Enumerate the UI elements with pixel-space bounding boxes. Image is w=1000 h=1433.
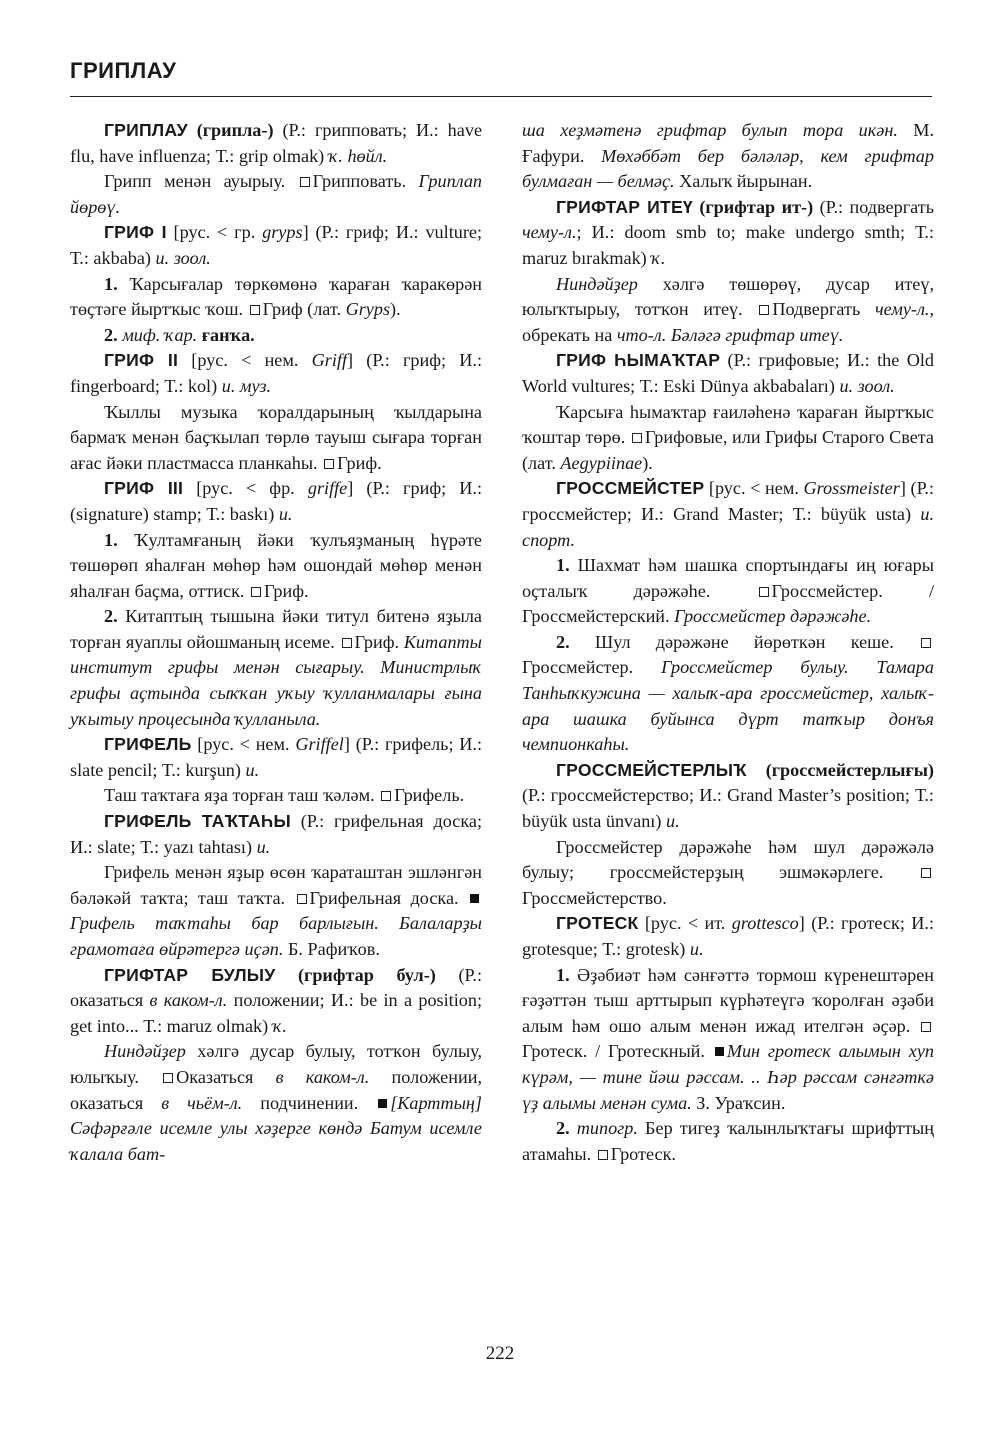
definition: Грипп менән ауырыу. Грипповать. Гриплап йөрөү.	[70, 171, 483, 217]
continued-example: ша хеҙмәтенә грифтар булып тора икән. М. Ғафури. Мөхәббәт бер бәләләр, кем грифтар булмаған — белмәҫ. Халыҡ йырынан.	[522, 120, 934, 192]
open-square-icon	[632, 433, 642, 443]
definition: Гроссмейстер дәрәжәһе һәм шул дәрәжәлә булыу; гроссмейстерҙың эшмәкәрлеге. Гроссмейстерство.	[522, 836, 934, 908]
open-square-icon	[598, 1150, 608, 1160]
headword: ГРИФ I	[104, 222, 167, 243]
sense-2: 2. Шул дәрәжәне йөрөткән кеше. Гроссмейстер. Гроссмейстер булыу. Тамара Танһыҡкужина — халыҡ-ара гроссмейстер, халыҡ-ара шашка буйынса дүрт тапҡыр донъя чемпионкаһы.	[522, 631, 934, 755]
headword: ГРИФТАР БУЛЫУ	[104, 964, 276, 985]
open-square-icon	[342, 638, 352, 648]
filled-square-icon	[470, 894, 479, 903]
left-column	[70, 118, 482, 1167]
right-column	[522, 118, 934, 1167]
definition: Ниндәйҙер хәлгә төшөрөү, дусар итеү, юлыҡтырыу, тотҡон итеү. Подвергать чему-л., обрекать на что-л. Бәләгә грифтар итеү.	[522, 273, 935, 345]
headword: ГРИФТАР ИТЕҮ	[556, 196, 693, 217]
definition: Таш таҡтаға яҙа торған таш ҡәләм. Грифель.	[104, 785, 465, 806]
definition: Ҡарсыға һымаҡтар ғаиләһенә ҡараған йыртҡыс ҡоштар төрө. Грифовые, или Грифы Старого Света (лат. Aegypiinae).	[522, 401, 935, 473]
headword: ГРИФ ҺЫМАҠТАР	[556, 350, 721, 371]
running-head: ГРИПЛАУ	[70, 58, 177, 83]
open-square-icon	[759, 305, 769, 315]
open-square-icon	[381, 791, 391, 801]
sense-1: 1. Әҙәбиәт һәм сәнғәттә тормош күренештәрен ғәҙәттән тыш арттырып күрһәтеүгә ҡоролған әҙәби алым һәм ошо алым менән ижад ителгән әҫәр. Гротеск. / Гротескный. Мин гротеск алымын хуп күрәм, — тине йәш рәссам. .. Һәр рәссам сәнғәткә үҙ алымы менән сума. З. Ураҡсин.	[522, 964, 935, 1113]
definition: Ниндәйҙер хәлгә дусар булыу, тотҡон булыу, юлыҡыу. Оказаться в каком-л. положении, оказаться в чьём-л. подчинении. [Карттың] Сәфәрғәле исемле улы хәҙерге көндә Батум исемле ҡалала бат-	[70, 1041, 482, 1164]
entry-grossmeister: ГРОССМЕЙСТЕР [рус. < нем. Grossmeister] (Р.: гроссмейстер; И.: Grand Master; Т.: büyük usta) и. спорт.	[522, 478, 935, 550]
headword: ГРИФЕЛЬ ТАҠТАҺЫ	[104, 811, 291, 832]
open-square-icon	[251, 587, 261, 597]
headword: ГРИФ II	[104, 350, 179, 371]
open-square-icon	[759, 587, 769, 597]
entry-griftar-iteu: ГРИФТАР ИТЕҮ (грифтар ит-) (Р.: подвергать чему-л.; И.: doom smb to; make undergo smth; Т.: maruz bırakmak) ҡ.	[522, 196, 935, 268]
sense-1: 1. Шахмат һәм шашка спортындағы иң юғары оҫталыҡ дәрәжәһе. Гроссмейстер. / Гроссмейстерский. Гроссмейстер дәрәжәһе.	[522, 555, 935, 627]
open-square-icon	[300, 177, 310, 187]
headword: ГРОССМЕЙСТЕРЛЫҠ	[556, 759, 747, 780]
headword: ГРОССМЕЙСТЕР	[556, 478, 705, 499]
header-rule	[70, 96, 932, 97]
entry-grif-1: ГРИФ I [рус. < гр. gryps] (Р.: гриф; И.: vulture; Т.: akbaba) и. зоол.	[70, 222, 483, 268]
entry-grossmeisterlyk: ГРОССМЕЙСТЕРЛЫҠ (гроссмейстерлығы) (Р.: гроссмейстерство; И.: Grand Master’s position; Т.: büyük usta ünvanı) и.	[522, 759, 934, 832]
open-square-icon	[921, 868, 931, 878]
headword: ГРИФЕЛЬ	[104, 734, 192, 755]
entry-grif-hymaktar: ГРИФ ҺЫМАҠТАР (Р.: грифовые; И.: the Old World vultures; Т.: Eski Dünya akbabaları) и. зоол.	[522, 350, 934, 396]
sense-1: 1. Ҡарсығалар төркөмөнә ҡараған ҡаракөрән төҫтәге йыртҡыс ҡош. Гриф (лат. Gryps).	[70, 273, 482, 320]
open-square-icon	[250, 305, 260, 315]
entry-grifel-taktahy: ГРИФЕЛЬ ТАҠТАҺЫ (Р.: грифельная доска; И.: slate; Т.: yazı tahtası) и.	[70, 811, 482, 857]
filled-square-icon	[715, 1047, 724, 1056]
sense-1: 1. Ҡултамғаның йәки ҡулъяҙманың һүрәте төшөрөп яһалған мөһөр һәм ошондай мөһөр менән яһалған баҫма, оттиск. Гриф.	[70, 529, 483, 601]
definition: Ҡыллы музыка ҡоралдарының ҡылдарына бармаҡ менән баҫҡылап төрлө тауыш сығара торған ағас йәки пластмасса планкаһы. Гриф.	[70, 401, 482, 473]
definition: Грифель менән яҙыр өсөн ҡараташтан эшләнгән бәләкәй таҡта; таш таҡта. Грифельная доска. Грифель таҡтаһы бар барлығын. Балаларҙы грамотаға өйрәтергә иҫәп. Б. Рафиҡов.	[70, 862, 482, 959]
open-square-icon	[163, 1073, 173, 1083]
page-number: 222	[485, 1343, 515, 1364]
open-square-icon	[324, 459, 334, 469]
entry-griftar-bulyu: ГРИФТАР БУЛЫУ (грифтар бул-) (Р.: оказаться в каком-л. положении; И.: be in a position; get into... Т.: maruz olmak) ҡ.	[70, 964, 483, 1036]
entry-grif-2: ГРИФ II [рус. < нем. Griff] (Р.: гриф; И.: fingerboard; Т.: kol) и. муз.	[70, 350, 483, 396]
headword: ГРИФ III	[104, 478, 184, 499]
sense-2: 2. типогр. Бер тигеҙ ҡалынлыҡтағы шрифттың атамаһы. Гротеск.	[522, 1118, 934, 1164]
entry-griplau: ГРИПЛАУ (грипла-) (Р.: грипповать; И.: have flu, have influenza; Т.: grip olmak) ҡ. һөйл.	[70, 120, 483, 166]
sense-2: 2. Китаптың тышына йәки титул битенә яҙыла торған яуаплы ойошманың исеме. Гриф. Китапты институт грифы менән сығарыу. Министрлыҡ грифы аҫтында сыҡҡан уҡыу ҡулланмалары ғына уҡытыу процесында ҡулланыла.	[70, 606, 482, 729]
open-square-icon	[921, 638, 931, 648]
open-square-icon	[921, 1022, 931, 1032]
sense-2: 2. миф. ҡар. ғанҡа.	[104, 324, 255, 345]
entry-grif-3: ГРИФ III [рус. < фр. griffe] (Р.: гриф; И.: (signature) stamp; Т.: baskı) и.	[70, 478, 482, 524]
filled-square-icon	[378, 1099, 387, 1108]
entry-grotesk: ГРОТЕСК [рус. < ит. grottesco] (Р.: гротеск; И.: grotesque; Т.: grotesk) и.	[522, 913, 935, 959]
open-square-icon	[297, 894, 307, 904]
entry-grifel: ГРИФЕЛЬ [рус. < нем. Griffel] (Р.: грифель; И.: slate pencil; Т.: kurşun) и.	[70, 734, 483, 780]
headword: ГРОТЕСК	[556, 913, 639, 934]
headword: ГРИПЛАУ	[104, 120, 188, 140]
